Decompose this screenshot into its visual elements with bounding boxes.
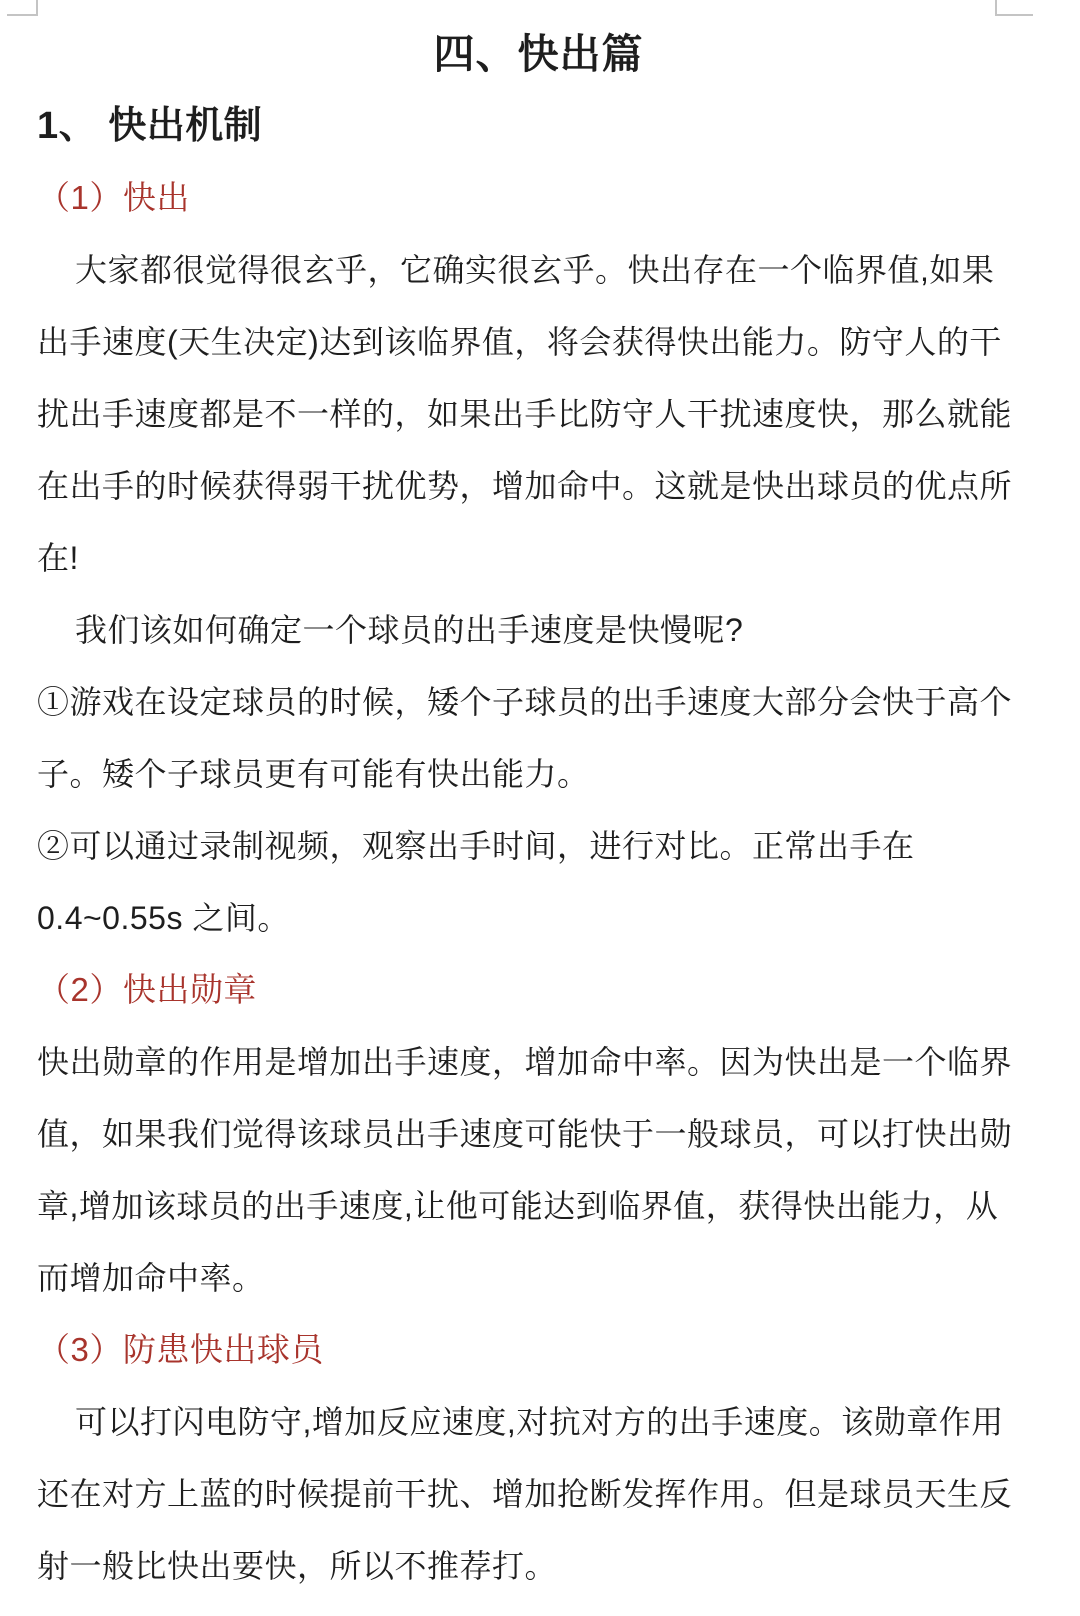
numbered-point-1-line: ①游戏在设定球员的时候，矮个子球员的出手速度大部分会快于高个 bbox=[37, 684, 1013, 720]
paragraph-3-line: 章,增加该球员的出手速度,让他可能达到临界值，获得快出能力，从 bbox=[37, 1188, 999, 1224]
paragraph-2-line: 我们该如何确定一个球员的出手速度是快慢呢? bbox=[75, 612, 744, 648]
paragraph-1-line: 在! bbox=[37, 540, 79, 576]
paragraph-1-line: 出手速度(天生决定)达到该临界值，将会获得快出能力。防守人的干 bbox=[37, 324, 1002, 360]
paragraph-3-line: 而增加命中率。 bbox=[37, 1260, 265, 1296]
subsection-heading-2: （2）快出勋章 bbox=[37, 971, 257, 1008]
paragraph-3-line: 值，如果我们觉得该球员出手速度可能快于一般球员，可以打快出勋 bbox=[37, 1116, 1013, 1152]
paragraph-4-line: 还在对方上蓝的时候提前干扰、增加抢断发挥作用。但是球员天生反 bbox=[37, 1476, 1013, 1512]
paragraph-3-line: 快出勋章的作用是增加出手速度，增加命中率。因为快出是一个临界 bbox=[37, 1044, 1013, 1080]
paragraph-1-line: 大家都很觉得很玄乎，它确实很玄乎。快出存在一个临界值,如果 bbox=[75, 252, 995, 288]
section-heading-1: 1、 快出机制 bbox=[37, 105, 263, 147]
paragraph-4-line: 射一般比快出要快，所以不推荐打。 bbox=[37, 1548, 558, 1584]
subsection-heading-3: （3）防患快出球员 bbox=[37, 1331, 324, 1368]
paragraph-1-line: 扰出手速度都是不一样的，如果出手比防守人干扰速度快，那么就能 bbox=[37, 396, 1013, 432]
page-margin-mark-top-right bbox=[995, 0, 1033, 16]
numbered-point-2-line: ②可以通过录制视频，观察出手时间，进行对比。正常出手在 bbox=[37, 828, 915, 864]
document-title: 四、快出篇 bbox=[433, 31, 644, 77]
paragraph-1-line: 在出手的时候获得弱干扰优势，增加命中。这就是快出球员的优点所 bbox=[37, 468, 1013, 504]
numbered-point-2-line: 0.4~0.55s 之间。 bbox=[37, 900, 290, 936]
subsection-heading-1: （1）快出 bbox=[37, 179, 190, 216]
numbered-point-1-line: 子。矮个子球员更有可能有快出能力。 bbox=[37, 756, 590, 792]
document-page bbox=[37, 18, 1040, 1602]
paragraph-4-line: 可以打闪电防守,增加反应速度,对抗对方的出手速度。该勋章作用 bbox=[75, 1404, 1004, 1440]
page-margin-mark-top-left bbox=[7, 0, 38, 16]
